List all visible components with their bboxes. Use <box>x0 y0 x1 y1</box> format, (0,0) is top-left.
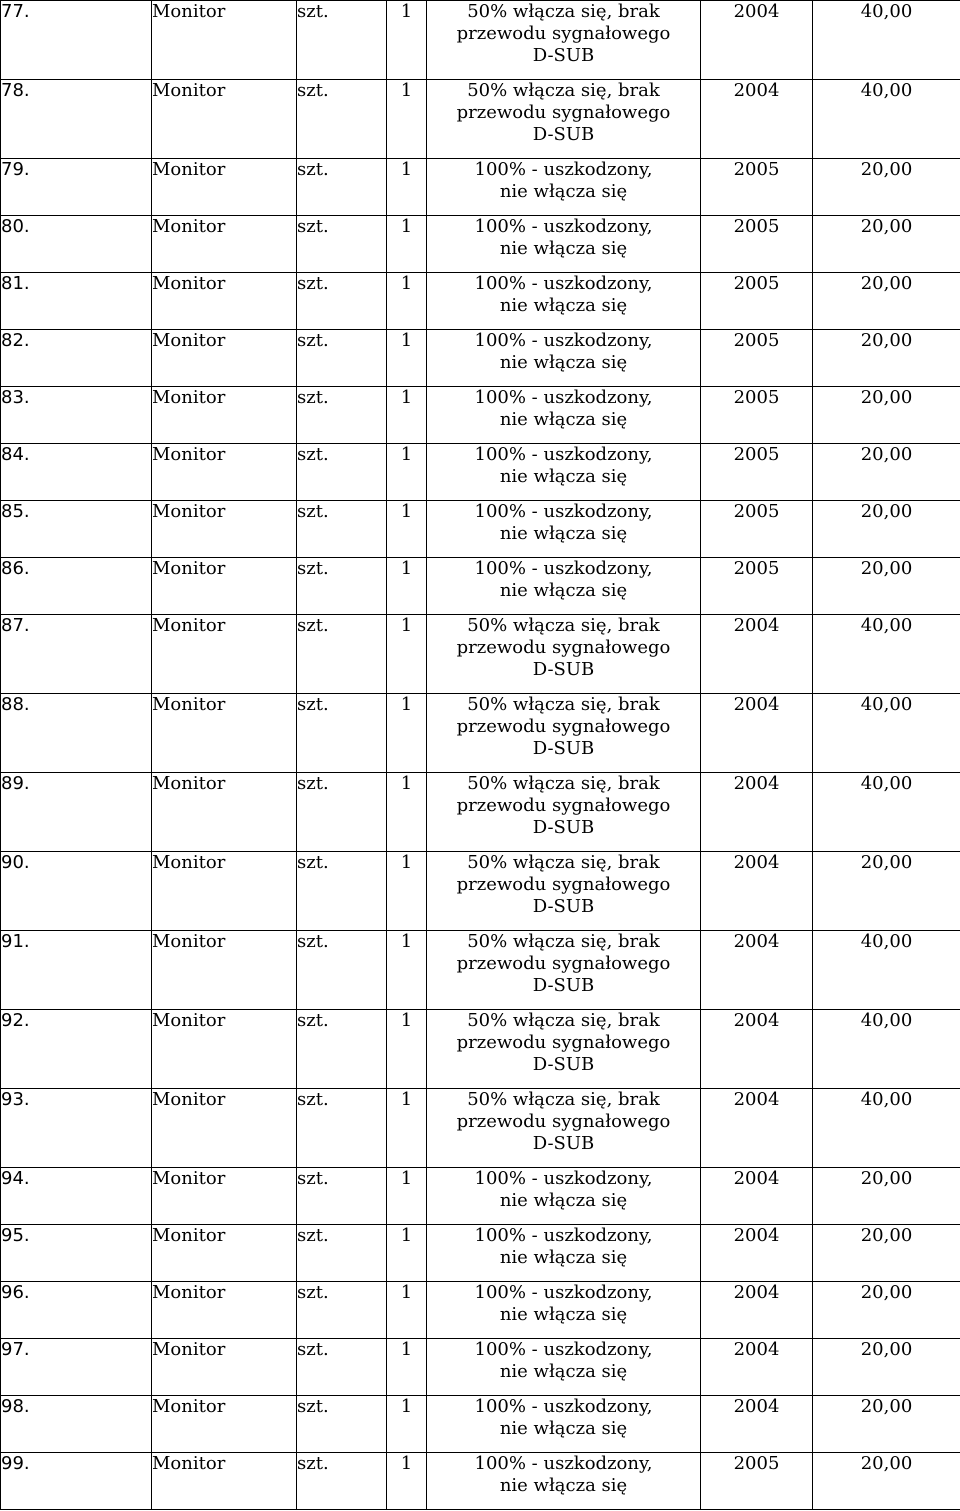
condition-line: nie włącza się <box>499 409 628 430</box>
item-condition <box>427 1 701 80</box>
row-number: 93. <box>1 1089 152 1168</box>
item-name: Monitor <box>152 1 297 80</box>
table-row <box>1 931 960 1010</box>
item-quantity: 1 <box>387 387 427 444</box>
table-body <box>1 1 960 1510</box>
table-row <box>1 1 960 80</box>
condition-line: przewodu sygnałowego <box>456 1111 671 1132</box>
condition-line: przewodu sygnałowego <box>456 795 671 816</box>
item-name: Monitor <box>152 159 297 216</box>
item-value: 20,00 <box>813 330 960 387</box>
condition-line: 100% - uszkodzony, <box>474 1225 653 1246</box>
item-value: 40,00 <box>813 694 960 773</box>
item-condition <box>427 558 701 615</box>
condition-line: 100% - uszkodzony, <box>474 330 653 351</box>
item-year: 2004 <box>701 694 813 773</box>
item-unit: szt. <box>297 444 387 501</box>
item-value: 40,00 <box>813 1010 960 1089</box>
item-value: 40,00 <box>813 1089 960 1168</box>
item-quantity: 1 <box>387 852 427 931</box>
item-name: Monitor <box>152 387 297 444</box>
item-value: 20,00 <box>813 159 960 216</box>
item-value: 20,00 <box>813 387 960 444</box>
item-quantity: 1 <box>387 931 427 1010</box>
item-value: 20,00 <box>813 1168 960 1225</box>
condition-line: przewodu sygnałowego <box>456 102 671 123</box>
item-value: 20,00 <box>813 852 960 931</box>
condition-line: D-SUB <box>532 124 595 145</box>
condition-line: nie włącza się <box>499 1418 628 1439</box>
row-number: 99. <box>1 1453 152 1510</box>
condition-line: nie włącza się <box>499 1361 628 1382</box>
condition-line: 50% włącza się, brak <box>467 615 660 636</box>
item-unit: szt. <box>297 1282 387 1339</box>
condition-line: 50% włącza się, brak <box>467 1010 660 1031</box>
item-quantity: 1 <box>387 444 427 501</box>
item-condition <box>427 694 701 773</box>
row-number: 97. <box>1 1339 152 1396</box>
table-row <box>1 330 960 387</box>
condition-line: D-SUB <box>532 659 595 680</box>
table-row <box>1 1396 960 1453</box>
item-unit: szt. <box>297 1453 387 1510</box>
item-condition <box>427 852 701 931</box>
table-row <box>1 1339 960 1396</box>
item-value: 20,00 <box>813 558 960 615</box>
condition-line: 50% włącza się, brak <box>467 852 660 873</box>
condition-line: 100% - uszkodzony, <box>474 1282 653 1303</box>
table-row <box>1 1453 960 1510</box>
item-unit: szt. <box>297 615 387 694</box>
condition-line: D-SUB <box>532 738 595 759</box>
row-number: 83. <box>1 387 152 444</box>
item-quantity: 1 <box>387 80 427 159</box>
item-unit: szt. <box>297 694 387 773</box>
item-quantity: 1 <box>387 1089 427 1168</box>
condition-line: 50% włącza się, brak <box>467 80 660 101</box>
condition-line: nie włącza się <box>499 523 628 544</box>
row-number: 92. <box>1 1010 152 1089</box>
item-quantity: 1 <box>387 1453 427 1510</box>
item-year: 2004 <box>701 1396 813 1453</box>
item-quantity: 1 <box>387 159 427 216</box>
item-name: Monitor <box>152 1396 297 1453</box>
condition-line: 100% - uszkodzony, <box>474 387 653 408</box>
row-number: 90. <box>1 852 152 931</box>
row-number: 80. <box>1 216 152 273</box>
condition-line: 50% włącza się, brak <box>467 694 660 715</box>
item-year: 2005 <box>701 330 813 387</box>
item-condition <box>427 1339 701 1396</box>
item-unit: szt. <box>297 1339 387 1396</box>
item-value: 20,00 <box>813 1225 960 1282</box>
item-name: Monitor <box>152 615 297 694</box>
item-value: 20,00 <box>813 1396 960 1453</box>
item-name: Monitor <box>152 1089 297 1168</box>
condition-line: 50% włącza się, brak <box>467 1 660 22</box>
row-number: 81. <box>1 273 152 330</box>
item-condition <box>427 444 701 501</box>
table-row <box>1 216 960 273</box>
item-year: 2004 <box>701 1225 813 1282</box>
condition-line: 100% - uszkodzony, <box>474 558 653 579</box>
item-name: Monitor <box>152 852 297 931</box>
condition-line: D-SUB <box>532 1054 595 1075</box>
item-unit: szt. <box>297 852 387 931</box>
row-number: 91. <box>1 931 152 1010</box>
item-quantity: 1 <box>387 1339 427 1396</box>
condition-line: 100% - uszkodzony, <box>474 444 653 465</box>
condition-line: D-SUB <box>532 1133 595 1154</box>
item-quantity: 1 <box>387 1168 427 1225</box>
table-row <box>1 773 960 852</box>
item-value: 40,00 <box>813 1 960 80</box>
row-number: 98. <box>1 1396 152 1453</box>
item-condition <box>427 773 701 852</box>
item-unit: szt. <box>297 1396 387 1453</box>
row-number: 85. <box>1 501 152 558</box>
item-condition <box>427 330 701 387</box>
item-condition <box>427 1282 701 1339</box>
item-condition <box>427 1168 701 1225</box>
condition-line: D-SUB <box>532 896 595 917</box>
table-row <box>1 1168 960 1225</box>
item-value: 40,00 <box>813 931 960 1010</box>
item-quantity: 1 <box>387 216 427 273</box>
row-number: 96. <box>1 1282 152 1339</box>
item-name: Monitor <box>152 444 297 501</box>
condition-line: 100% - uszkodzony, <box>474 216 653 237</box>
item-unit: szt. <box>297 1225 387 1282</box>
item-condition <box>427 1010 701 1089</box>
item-quantity: 1 <box>387 694 427 773</box>
item-condition <box>427 1396 701 1453</box>
item-year: 2004 <box>701 1168 813 1225</box>
item-name: Monitor <box>152 1453 297 1510</box>
condition-line: nie włącza się <box>499 1190 628 1211</box>
item-value: 20,00 <box>813 1282 960 1339</box>
condition-line: D-SUB <box>532 975 595 996</box>
row-number: 88. <box>1 694 152 773</box>
item-condition <box>427 159 701 216</box>
item-quantity: 1 <box>387 773 427 852</box>
item-quantity: 1 <box>387 1225 427 1282</box>
item-condition <box>427 387 701 444</box>
table-row <box>1 1282 960 1339</box>
condition-line: nie włącza się <box>499 181 628 202</box>
condition-line: 50% włącza się, brak <box>467 931 660 952</box>
item-quantity: 1 <box>387 1010 427 1089</box>
table-row <box>1 615 960 694</box>
item-year: 2005 <box>701 216 813 273</box>
table-row <box>1 558 960 615</box>
item-year: 2005 <box>701 387 813 444</box>
item-condition <box>427 273 701 330</box>
item-year: 2004 <box>701 1282 813 1339</box>
table-row <box>1 1225 960 1282</box>
item-condition <box>427 80 701 159</box>
item-name: Monitor <box>152 773 297 852</box>
condition-line: 100% - uszkodzony, <box>474 1396 653 1417</box>
condition-line: 50% włącza się, brak <box>467 1089 660 1110</box>
item-name: Monitor <box>152 80 297 159</box>
item-value: 20,00 <box>813 1339 960 1396</box>
table-row <box>1 694 960 773</box>
table-row <box>1 501 960 558</box>
item-unit: szt. <box>297 1 387 80</box>
item-condition <box>427 1453 701 1510</box>
item-unit: szt. <box>297 387 387 444</box>
condition-line: 100% - uszkodzony, <box>474 501 653 522</box>
item-year: 2004 <box>701 931 813 1010</box>
item-quantity: 1 <box>387 558 427 615</box>
item-value: 40,00 <box>813 80 960 159</box>
item-year: 2004 <box>701 1089 813 1168</box>
item-name: Monitor <box>152 1282 297 1339</box>
row-number: 86. <box>1 558 152 615</box>
item-unit: szt. <box>297 1168 387 1225</box>
item-year: 2004 <box>701 80 813 159</box>
item-unit: szt. <box>297 273 387 330</box>
item-unit: szt. <box>297 773 387 852</box>
condition-line: przewodu sygnałowego <box>456 953 671 974</box>
item-condition <box>427 1225 701 1282</box>
table-row <box>1 387 960 444</box>
item-quantity: 1 <box>387 1396 427 1453</box>
item-quantity: 1 <box>387 615 427 694</box>
item-condition <box>427 501 701 558</box>
item-year: 2004 <box>701 1010 813 1089</box>
condition-line: D-SUB <box>532 45 595 66</box>
row-number: 87. <box>1 615 152 694</box>
row-number: 78. <box>1 80 152 159</box>
item-unit: szt. <box>297 1089 387 1168</box>
item-condition <box>427 615 701 694</box>
item-name: Monitor <box>152 216 297 273</box>
row-number: 95. <box>1 1225 152 1282</box>
item-year: 2005 <box>701 558 813 615</box>
item-name: Monitor <box>152 1225 297 1282</box>
item-value: 20,00 <box>813 444 960 501</box>
item-year: 2005 <box>701 273 813 330</box>
condition-line: 100% - uszkodzony, <box>474 1339 653 1360</box>
row-number: 94. <box>1 1168 152 1225</box>
table-row <box>1 852 960 931</box>
row-number: 84. <box>1 444 152 501</box>
condition-line: 100% - uszkodzony, <box>474 159 653 180</box>
condition-line: 100% - uszkodzony, <box>474 273 653 294</box>
condition-line: nie włącza się <box>499 580 628 601</box>
condition-line: przewodu sygnałowego <box>456 23 671 44</box>
item-year: 2005 <box>701 159 813 216</box>
condition-line: nie włącza się <box>499 295 628 316</box>
item-year: 2004 <box>701 1 813 80</box>
item-name: Monitor <box>152 330 297 387</box>
item-year: 2004 <box>701 852 813 931</box>
item-unit: szt. <box>297 501 387 558</box>
condition-line: 100% - uszkodzony, <box>474 1453 653 1474</box>
row-number: 82. <box>1 330 152 387</box>
item-quantity: 1 <box>387 501 427 558</box>
condition-line: 50% włącza się, brak <box>467 773 660 794</box>
item-value: 40,00 <box>813 773 960 852</box>
item-name: Monitor <box>152 501 297 558</box>
table-row <box>1 159 960 216</box>
item-unit: szt. <box>297 330 387 387</box>
item-year: 2005 <box>701 444 813 501</box>
item-unit: szt. <box>297 216 387 273</box>
item-condition <box>427 931 701 1010</box>
condition-line: nie włącza się <box>499 238 628 259</box>
item-year: 2005 <box>701 1453 813 1510</box>
condition-line: przewodu sygnałowego <box>456 1032 671 1053</box>
item-name: Monitor <box>152 558 297 615</box>
item-name: Monitor <box>152 273 297 330</box>
item-unit: szt. <box>297 558 387 615</box>
item-year: 2005 <box>701 501 813 558</box>
condition-line: nie włącza się <box>499 352 628 373</box>
table-row <box>1 1089 960 1168</box>
condition-line: 100% - uszkodzony, <box>474 1168 653 1189</box>
table-row <box>1 444 960 501</box>
item-name: Monitor <box>152 1010 297 1089</box>
item-unit: szt. <box>297 80 387 159</box>
item-year: 2004 <box>701 773 813 852</box>
item-year: 2004 <box>701 615 813 694</box>
condition-line: nie włącza się <box>499 466 628 487</box>
row-number: 79. <box>1 159 152 216</box>
item-year: 2004 <box>701 1339 813 1396</box>
table-row <box>1 80 960 159</box>
item-name: Monitor <box>152 931 297 1010</box>
condition-line: D-SUB <box>532 817 595 838</box>
item-quantity: 1 <box>387 1 427 80</box>
item-name: Monitor <box>152 694 297 773</box>
condition-line: przewodu sygnałowego <box>456 716 671 737</box>
condition-line: nie włącza się <box>499 1247 628 1268</box>
item-unit: szt. <box>297 159 387 216</box>
item-condition <box>427 216 701 273</box>
item-quantity: 1 <box>387 1282 427 1339</box>
table-row <box>1 273 960 330</box>
row-number: 77. <box>1 1 152 80</box>
table-row <box>1 1010 960 1089</box>
condition-line: nie włącza się <box>499 1475 628 1496</box>
item-unit: szt. <box>297 931 387 1010</box>
item-quantity: 1 <box>387 330 427 387</box>
condition-line: przewodu sygnałowego <box>456 637 671 658</box>
item-unit: szt. <box>297 1010 387 1089</box>
condition-line: przewodu sygnałowego <box>456 874 671 895</box>
item-value: 40,00 <box>813 615 960 694</box>
item-condition <box>427 1089 701 1168</box>
item-value: 20,00 <box>813 216 960 273</box>
condition-line: nie włącza się <box>499 1304 628 1325</box>
item-name: Monitor <box>152 1168 297 1225</box>
item-value: 20,00 <box>813 1453 960 1510</box>
row-number: 89. <box>1 773 152 852</box>
item-value: 20,00 <box>813 501 960 558</box>
item-quantity: 1 <box>387 273 427 330</box>
item-name: Monitor <box>152 1339 297 1396</box>
item-value: 20,00 <box>813 273 960 330</box>
